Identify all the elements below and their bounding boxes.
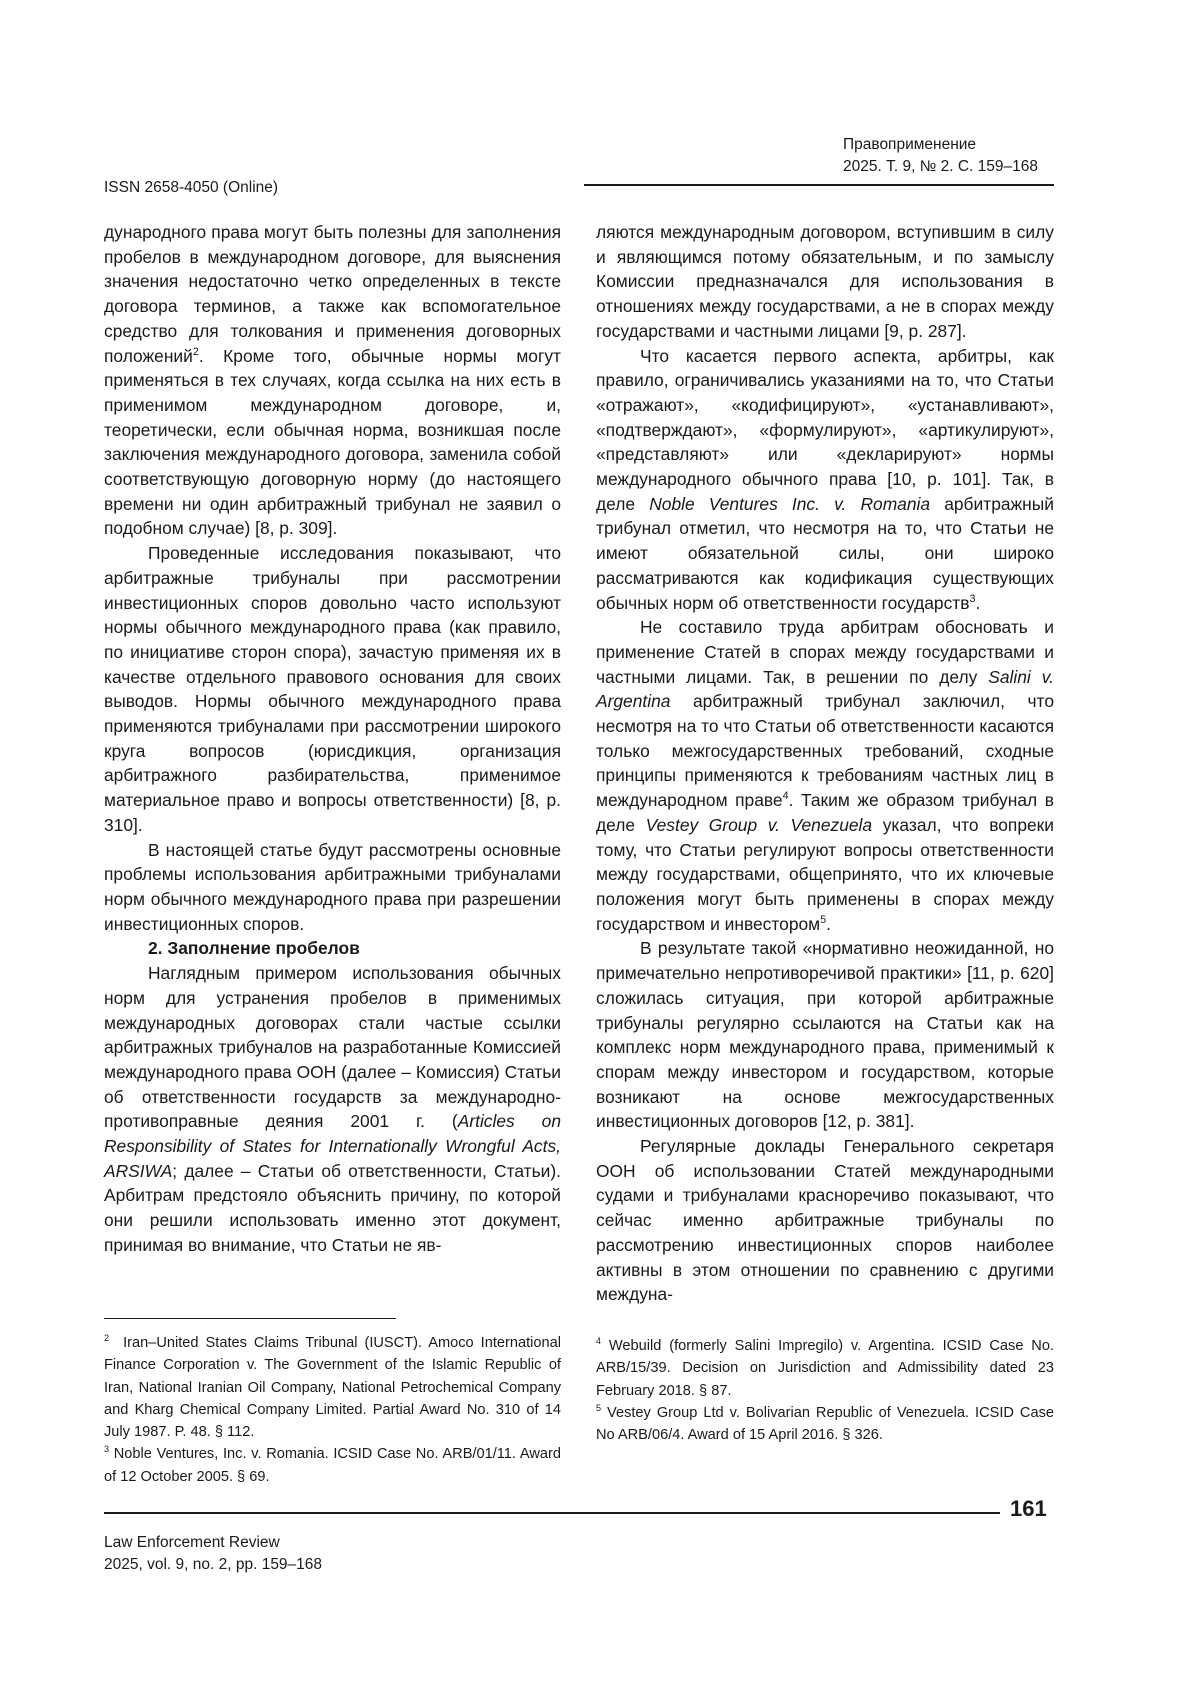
journal-title-ru: Правоприменение — [843, 136, 977, 153]
left-column — [104, 220, 561, 1258]
page-number: 161 — [1010, 1496, 1047, 1521]
issue-info-ru: 2025. Т. 9, № 2. С. 159–168 — [843, 158, 1039, 175]
issn: ISSN 2658-4050 (Online) — [104, 179, 279, 196]
running-footer-en — [104, 1532, 322, 1576]
paragraph: Регулярные доклады Генерального секретаря ООН об использовании Статей международными судами и трибуналами красноречиво показывают, что сейчас именно арбитражные трибуналы по рассмотрению инвестиционных споров наиболее активны в этом отношении по сравнению с другими междуна- — [596, 1136, 1054, 1305]
footnote-2: $^2$ Iran–United States Claims Tribunal (IUSCT). Amoco International Finance Corporation v. The Government of the Islamic Republic of Iran, National Iranian Oil Company, National Petrochemical Company and Kharg Chemical Company Limited. Partial Award No. 310 of 14 July 1987. P. 48. § 112. — [104, 1333, 561, 1441]
paragraph: дународного права могут быть полезны для заполнения пробелов в международном договоре, для выяснения значения недостаточно четко определенных в тексте договора терминов, а также как вспомогательное средство для толкования и применения договорных положений$^2$. Кроме того, обычные нормы могут применяться в тех случаях, когда ссылка на них есть в применимом международном договоре, и, теоретически, если обычная норма, возникшая после заключения международного договора, заменила собой соответствующую договорную норму (до настоящего времени ни один арбитражный трибунал не заявил о подобном случае) [8, p. 309]. — [104, 222, 561, 539]
issue-info-en: 2025, vol. 9, no. 2, pp. 159–168 — [104, 1556, 323, 1573]
paragraph: Проведенные исследования показывают, что арбитражные трибуналы при рассмотрении инвестиционных споров довольно часто используют нормы обычного международного права (как правило, по инициативе сторон спора), зачастую применяя их в качестве отдельного правового основания для своих выводов. Нормы обычного международного права применяются трибуналами при рассмотрении широкого круга вопросов (юрисдикция, организация арбитражного разбирательства, применимое материальное право и вопросы ответственности) [8, p. 310]. — [104, 543, 561, 835]
footnote-ref[interactable]: 2 — [192, 345, 199, 358]
footnote-separator — [104, 1318, 396, 1319]
footnote-ref[interactable]: 5 — [820, 913, 827, 926]
footnote-5: $^5$ Vestey Group Ltd v. Bolivarian Republic of Venezuela. ICSID Case No ARB/06/4. Award of 15 April 2016. § 326. — [596, 1403, 1054, 1444]
paragraph: Что касается первого аспекта, арбитры, как правило, ограничивались указаниями на то, что Статьи «отражают», «кодифицируют», «устанавливают», «подтверждают», «формулируют», «артикулируют», «представляют» или «декларируют» нормы международного обычного права [10, p. 101]. Так, в деле Noble Ventures Inc. v. Romania арбитражный трибунал отметил, что несмотря на то, что Статьи не имеют обязательной силы, они широко рассматриваются как кодификация существующих обычных норм об ответственности государств$^3$. — [596, 345, 1054, 613]
running-header-ru — [843, 134, 1038, 178]
section-title: 2. Заполнение пробелов — [148, 938, 360, 959]
footnotes-left — [104, 1332, 561, 1488]
footer-rule — [104, 1512, 1000, 1514]
footnote-ref[interactable]: 3 — [969, 592, 976, 605]
paragraph: Не составило труда арбитрам обосновать и применение Статей в спорах между государствами и частными лицами. Так, в решении по делу Salini v. Argentina арбитражный трибунал заключил, что несмотря на то что Статьи об ответственности касаются только межгосударственных требований, сходные принципы применяются к требованиям частных лиц в международном праве$^4$. Таким же образом трибунал в деле Vestey Group v. Venezuela указал, что вопреки тому, что Статьи регулируют вопросы ответственности между государствами, общепринято, что их ключевые положения могут быть применены в спорах между государством и инвестором$^5$. — [596, 617, 1054, 934]
paragraph: ляются международным договором, вступившим в силу и являющимся потому обязательным, и по замыслу Комиссии предназначался для использования в отношениях между государствами, а не в спорах между государствами и частными лицами [9, p. 287]. — [596, 222, 1054, 341]
footnotes-right — [596, 1335, 1054, 1446]
paragraph: Наглядным примером использования обычных норм для устранения пробелов в применимых международных договорах стали частые ссылки арбитражных трибуналов на разработанные Комиссией международного права ООН (далее – Комиссия) Статьи об ответственности государств за международно-противоправные деяния 2001 г. (Articles on Responsibility of States for Internationally Wrongful Acts, ARSIWA; далее – Статьи об ответственности, Статьи). Арбитрам предстояло объяснить причину, по которой они решили использовать именно этот документ, принимая во внимание, что Статьи не яв- — [104, 963, 561, 1255]
journal-title-en: Law Enforcement Review — [104, 1534, 280, 1551]
paragraph: В результате такой «нормативно неожиданной, но примечательно непротиворечивой практики» [11, p. 620] сложилась ситуация, при которой арбитражные трибуналы регулярно ссылаются на Статьи как на комплекс норм международного права, применимый к спорам между инвестором и государством, которые возникают на основе межгосударственных инвестиционных договоров [12, p. 381]. — [596, 938, 1054, 1132]
header-rule — [584, 184, 1054, 186]
footnote-ref[interactable]: 4 — [782, 790, 789, 803]
right-column — [596, 220, 1054, 1307]
paragraph: В настоящей статье будут рассмотрены основные проблемы использования арбитражными трибуналами норм обычного международного права при разрешении инвестиционных споров. — [104, 839, 561, 934]
footnote-3: $^3$ Noble Ventures, Inc. v. Romania. ICSID Case No. ARB/01/11. Award of 12 October 2005. § 69. — [104, 1444, 561, 1485]
footnote-4: $^4$ Webuild (formerly Salini Impregilo) v. Argentina. ICSID Case No. ARB/15/39. Decision on Jurisdiction and Admissibility dated 23 February 2018. § 87. — [596, 1336, 1054, 1399]
